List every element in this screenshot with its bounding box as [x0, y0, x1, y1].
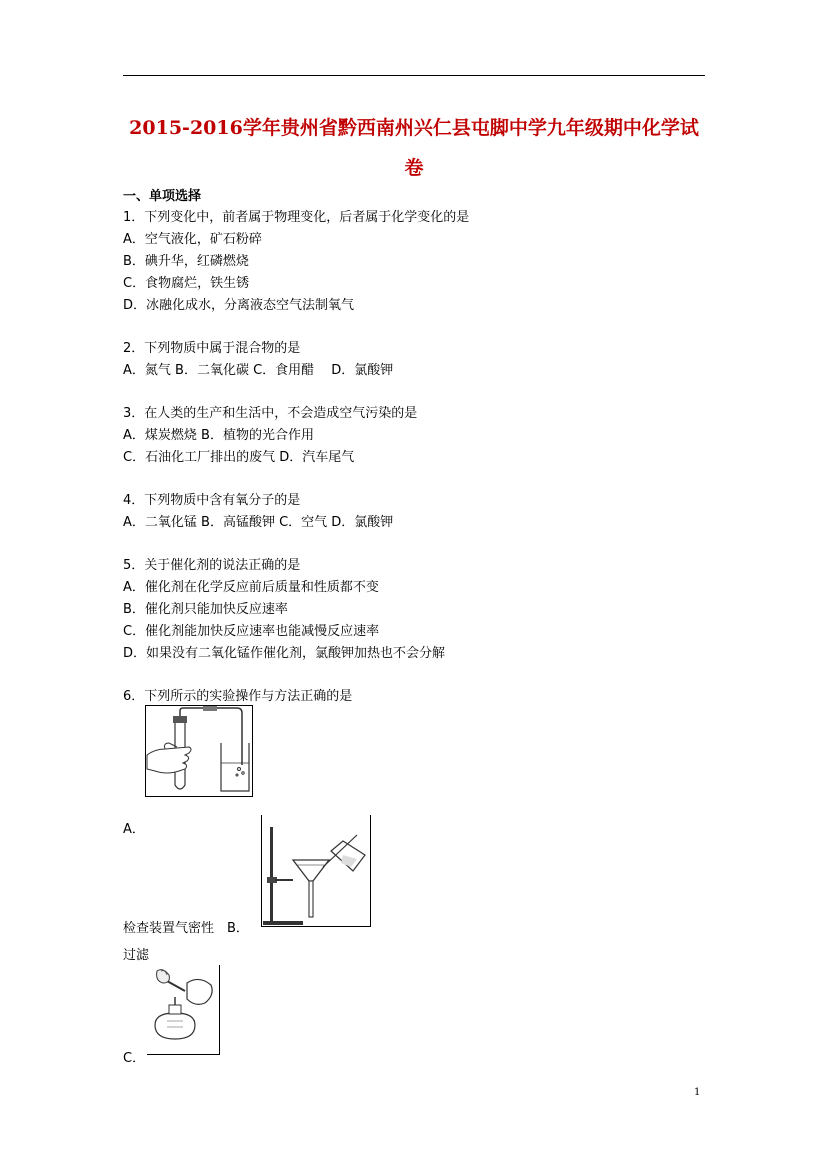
question-1-option-b: B．碘升华，红磷燃烧 — [123, 254, 249, 269]
question-4-options: A．二氧化锰 B．高锰酸钾 C．空气 D．氯酸钾 — [123, 515, 394, 530]
question-5-option-d: D．如果没有二氧化锰作催化剂，氯酸钾加热也不会分解 — [123, 646, 446, 661]
question-6-option-a-label: A． — [123, 822, 145, 837]
question-1-stem: 1．下列变化中，前者属于物理变化，后者属于化学变化的是 — [123, 210, 470, 225]
question-5-option-b: B．催化剂只能加快反应速率 — [123, 602, 288, 617]
question-6-option-c-label: C． — [123, 1051, 146, 1066]
question-3-stem: 3．在人类的生产和生活中，不会造成空气污染的是 — [123, 406, 418, 421]
question-2-stem: 2．下列物质中属于混合物的是 — [123, 341, 301, 356]
question-1-option-a: A．空气液化，矿石粉碎 — [123, 232, 262, 247]
alcohol-lamp-figure — [147, 965, 221, 1055]
question-1-option-c: C．食物腐烂，铁生锈 — [123, 276, 250, 291]
question-5-option-c: C．催化剂能加快反应速率也能减慢反应速率 — [123, 624, 380, 639]
question-2-options: A．氮气 B．二氧化碳 C．食用醋 D．氯酸钾 — [123, 363, 394, 378]
question-6-stem: 6．下列所示的实验操作与方法正确的是 — [123, 689, 353, 704]
section-heading: 一、单项选择 — [123, 189, 202, 204]
question-1-option-d: D．冰融化成水，分离液态空气法制氧气 — [123, 298, 355, 313]
question-6-option-a-text-and-b-label: 检查装置气密性 B． — [123, 921, 249, 936]
page-title: 2015-2016学年贵州省黔西南州兴仁县屯脚中学九年级期中化学试 — [129, 117, 699, 139]
question-5-stem: 5．关于催化剂的说法正确的是 — [123, 558, 301, 573]
question-5-option-a: A．催化剂在化学反应前后质量和性质都不变 — [123, 580, 379, 595]
filtration-figure — [261, 815, 371, 927]
question-3-options-cd: C．石油化工厂排出的废气 D．汽车尾气 — [123, 450, 355, 465]
page-title-continued: 卷 — [404, 157, 424, 179]
airtightness-check-figure — [145, 705, 253, 797]
question-4-stem: 4．下列物质中含有氧分子的是 — [123, 493, 301, 508]
page-number: 1 — [694, 1087, 701, 1098]
header-rule — [123, 75, 705, 76]
question-6-option-b-text: 过滤 — [123, 948, 150, 963]
question-3-options-ab: A．煤炭燃烧 B．植物的光合作用 — [123, 428, 314, 443]
